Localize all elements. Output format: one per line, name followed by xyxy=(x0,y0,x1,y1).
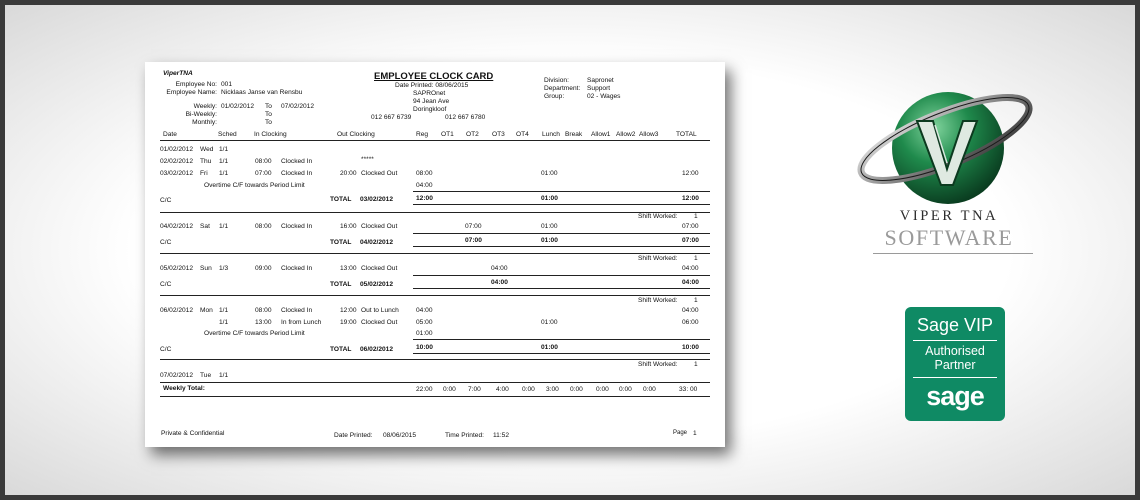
row-day: Thu xyxy=(200,158,212,165)
day-rule xyxy=(160,295,710,296)
company-address1: 94 Jean Ave xyxy=(413,98,450,105)
viper-brand-sub: SOFTWARE xyxy=(884,225,1014,250)
sage-partner: Partner xyxy=(934,358,976,372)
cc-label: C/C xyxy=(160,346,172,353)
sage-authorised: Authorised xyxy=(925,344,985,358)
row-reg: 08:00 xyxy=(416,170,433,177)
col-break: Break xyxy=(565,131,583,138)
col-in-clocking: In Clocking xyxy=(254,131,287,138)
subtotal-rule xyxy=(413,339,710,340)
row-reg: 04:00 xyxy=(416,307,433,314)
division-label: Division: xyxy=(544,77,569,84)
weekly-lunch: 3:00 xyxy=(546,386,559,393)
col-lunch: Lunch xyxy=(542,131,560,138)
subtotal-rule xyxy=(413,288,710,289)
sum-total: 10:00 xyxy=(682,344,699,351)
row-sched: 1/1 xyxy=(219,146,229,153)
subtotal-rule xyxy=(413,191,710,192)
row-in-label: Clocked In xyxy=(281,307,313,314)
report-brand: ViperTNA xyxy=(163,70,193,77)
subtotal-rule xyxy=(413,275,710,276)
department-value: Support xyxy=(587,85,611,92)
subtotal-rule xyxy=(413,204,710,205)
row-in-label: In from Lunch xyxy=(281,319,322,326)
company-phone1: 012 667 6739 xyxy=(371,114,412,121)
row-date: 05/02/2012 xyxy=(160,265,194,272)
sage-divider-2 xyxy=(913,377,997,378)
sum-lunch: 01:00 xyxy=(541,195,558,202)
row-lunch: 01:00 xyxy=(541,223,558,230)
row-date: 01/02/2012 xyxy=(160,146,194,153)
sum-reg: 10:00 xyxy=(416,344,433,351)
day-rule xyxy=(160,212,710,213)
sum-total: 04:00 xyxy=(682,279,699,286)
group-value: 02 - Wages xyxy=(587,93,621,100)
row-out-label: Clocked Out xyxy=(361,265,398,272)
row-total: 04:00 xyxy=(682,307,699,314)
col-allow1: Allow1 xyxy=(591,131,611,138)
weekly-total-label: Weekly Total: xyxy=(163,385,205,392)
division-value: Sapronet xyxy=(587,77,614,84)
total-date: 06/02/2012 xyxy=(360,346,394,353)
employee-no-label: Employee No: xyxy=(175,81,217,88)
weekly-ot2: 7:00 xyxy=(468,386,481,393)
total-date: 04/02/2012 xyxy=(360,239,394,246)
row-total: 12:00 xyxy=(682,170,699,177)
weekly-to: 07/02/2012 xyxy=(281,103,315,110)
row-sched: 1/1 xyxy=(219,158,229,165)
subtotal-rule xyxy=(413,246,710,247)
row-in-time: 07:00 xyxy=(255,170,272,177)
row-in-time: 08:00 xyxy=(255,223,272,230)
cc-label: C/C xyxy=(160,197,172,204)
footer-private: Private & Confidential xyxy=(161,430,225,437)
row-date: 04/02/2012 xyxy=(160,223,194,230)
department-label: Department: xyxy=(544,85,581,92)
col-out-clocking: Out Clocking xyxy=(337,131,375,138)
row-date: 02/02/2012 xyxy=(160,158,194,165)
row-out-time: 16:00 xyxy=(340,223,357,230)
overtime-reg: 01:00 xyxy=(416,330,433,337)
biweekly-label: Bi-Weekly: xyxy=(185,111,217,118)
shift-worked-value: 1 xyxy=(694,361,698,368)
footer-time: 11:52 xyxy=(493,432,510,439)
weekly-rule-top xyxy=(160,382,710,383)
row-in-label: Clocked In xyxy=(281,170,313,177)
row-sched: 1/1 xyxy=(219,372,229,379)
overtime-note: Overtime C/F towards Period Limit xyxy=(204,182,305,189)
shift-worked-value: 1 xyxy=(694,297,698,304)
col-reg: Reg xyxy=(416,131,429,138)
subtotal-rule xyxy=(413,233,710,234)
row-date: 07/02/2012 xyxy=(160,372,194,379)
sum-total: 12:00 xyxy=(682,195,699,202)
col-sched: Sched xyxy=(218,131,237,138)
sage-divider xyxy=(913,340,997,341)
row-total: 07:00 xyxy=(682,223,699,230)
col-allow2: Allow2 xyxy=(616,131,636,138)
row-out-time: 19:00 xyxy=(340,319,357,326)
weekly-ot4: 0:00 xyxy=(522,386,535,393)
weekly-rule-bottom xyxy=(160,396,710,397)
monthly-label: Monthly: xyxy=(192,119,217,126)
row-in-time: 08:00 xyxy=(255,307,272,314)
row-out-time: 20:00 xyxy=(340,170,357,177)
row-in-time: 09:00 xyxy=(255,265,272,272)
row-lunch: 01:00 xyxy=(541,319,558,326)
row-in-time: 08:00 xyxy=(255,158,272,165)
row-day: Sat xyxy=(200,223,210,230)
weekly-from: 01/02/2012 xyxy=(221,103,255,110)
employee-name-label: Employee Name: xyxy=(166,89,217,96)
sage-partner-badge xyxy=(905,307,1005,421)
total-label: TOTAL xyxy=(330,281,352,288)
sage-wordmark: sage xyxy=(926,381,984,411)
row-day: Sun xyxy=(200,265,212,272)
sum-lunch: 01:00 xyxy=(541,237,558,244)
employee-no: 001 xyxy=(221,81,233,88)
col-date: Date xyxy=(163,131,177,138)
row-out-time: 12:00 xyxy=(340,307,357,314)
row-sched: 1/1 xyxy=(219,319,229,326)
row-date: 06/02/2012 xyxy=(160,307,194,314)
shift-worked-label: Shift Worked: xyxy=(638,213,678,220)
header-rule xyxy=(160,140,710,141)
row-ot2: 07:00 xyxy=(465,223,482,230)
row-day: Mon xyxy=(200,307,213,314)
row-in-label: Clocked In xyxy=(281,265,313,272)
row-date: 03/02/2012 xyxy=(160,170,194,177)
footer-page: 1 xyxy=(693,430,697,437)
weekly-ot3: 4:00 xyxy=(496,386,509,393)
row-day: Tue xyxy=(200,372,212,379)
col-ot1: OT1 xyxy=(441,131,454,138)
col-allow3: Allow3 xyxy=(639,131,659,138)
row-in-label: Clocked In xyxy=(281,223,313,230)
date-printed-header: Date Printed: 08/06/2015 xyxy=(395,82,469,89)
company-address2: Doringkloof xyxy=(413,106,447,113)
col-ot4: OT4 xyxy=(516,131,529,138)
row-total: 06:00 xyxy=(682,319,699,326)
day-rule xyxy=(160,359,710,360)
row-sched: 1/1 xyxy=(219,170,229,177)
row-sched: 1/1 xyxy=(219,223,229,230)
footer-date-label: Date Printed: xyxy=(334,432,373,439)
row-reg: 05:00 xyxy=(416,319,433,326)
weekly-break: 0:00 xyxy=(570,386,583,393)
shift-worked-value: 1 xyxy=(694,255,698,262)
row-out-label: Clocked Out xyxy=(361,170,398,177)
row-lunch: 01:00 xyxy=(541,170,558,177)
viper-brand-name: VIPER TNA xyxy=(899,208,999,224)
shift-worked-label: Shift Worked: xyxy=(638,361,678,368)
row-day: Fri xyxy=(200,170,208,177)
subtotal-rule xyxy=(413,353,710,354)
overtime-reg: 04:00 xyxy=(416,182,433,189)
total-date: 03/02/2012 xyxy=(360,196,394,203)
row-out-label: Clocked Out xyxy=(361,319,398,326)
row-in-label: Clocked In xyxy=(281,158,313,165)
day-rule xyxy=(160,253,710,254)
total-label: TOTAL xyxy=(330,196,352,203)
weekly-total: 33: 00 xyxy=(679,386,698,393)
shift-worked-value: 1 xyxy=(694,213,698,220)
biweekly-to-label: To xyxy=(265,111,272,118)
cc-label: C/C xyxy=(160,281,172,288)
row-out-label: Out to Lunch xyxy=(361,307,399,314)
company-name: SAPROnet xyxy=(413,90,446,97)
clock-card-report xyxy=(145,62,725,447)
row-sched: 1/1 xyxy=(219,307,229,314)
weekly-ot1: 0:00 xyxy=(443,386,456,393)
footer-time-label: Time Printed: xyxy=(445,432,484,439)
shift-worked-label: Shift Worked: xyxy=(638,255,678,262)
row-out-mark: ***** xyxy=(361,156,374,163)
sum-ot3: 04:00 xyxy=(491,279,508,286)
report-title: EMPLOYEE CLOCK CARD xyxy=(374,71,494,82)
footer-date: 08/06/2015 xyxy=(383,432,417,439)
group-label: Group: xyxy=(544,93,565,100)
row-day: Wed xyxy=(200,146,214,153)
company-phone2: 012 667 6780 xyxy=(445,114,486,121)
weekly-to-label: To xyxy=(265,103,272,110)
overtime-note: Overtime C/F towards Period Limit xyxy=(204,330,305,337)
weekly-allow2: 0:00 xyxy=(619,386,632,393)
total-date: 05/02/2012 xyxy=(360,281,394,288)
col-total: TOTAL xyxy=(676,131,697,138)
col-ot3: OT3 xyxy=(492,131,505,138)
total-label: TOTAL xyxy=(330,346,352,353)
monthly-to-label: To xyxy=(265,119,272,126)
shift-worked-label: Shift Worked: xyxy=(638,297,678,304)
sage-title: Sage VIP xyxy=(916,315,994,335)
col-ot2: OT2 xyxy=(466,131,479,138)
row-ot3: 04:00 xyxy=(491,265,508,272)
row-out-time: 13:00 xyxy=(340,265,357,272)
footer-page-label: Page xyxy=(673,430,688,436)
weekly-allow1: 0:00 xyxy=(596,386,609,393)
weekly-reg: 22:00 xyxy=(416,386,433,393)
row-out-label: Clocked Out xyxy=(361,223,398,230)
employee-name: Nicklaas Janse van Rensbu xyxy=(221,89,303,96)
row-sched: 1/3 xyxy=(219,265,229,272)
row-total: 04:00 xyxy=(682,265,699,272)
sum-reg: 12:00 xyxy=(416,195,433,202)
sum-total: 07:00 xyxy=(682,237,699,244)
weekly-label: Weekly: xyxy=(193,103,217,110)
weekly-allow3: 0:00 xyxy=(643,386,656,393)
sum-ot2: 07:00 xyxy=(465,237,482,244)
viper-brand-rule xyxy=(873,253,1033,254)
total-label: TOTAL xyxy=(330,239,352,246)
sum-lunch: 01:00 xyxy=(541,344,558,351)
cc-label: C/C xyxy=(160,239,172,246)
row-in-time: 13:00 xyxy=(255,319,272,326)
